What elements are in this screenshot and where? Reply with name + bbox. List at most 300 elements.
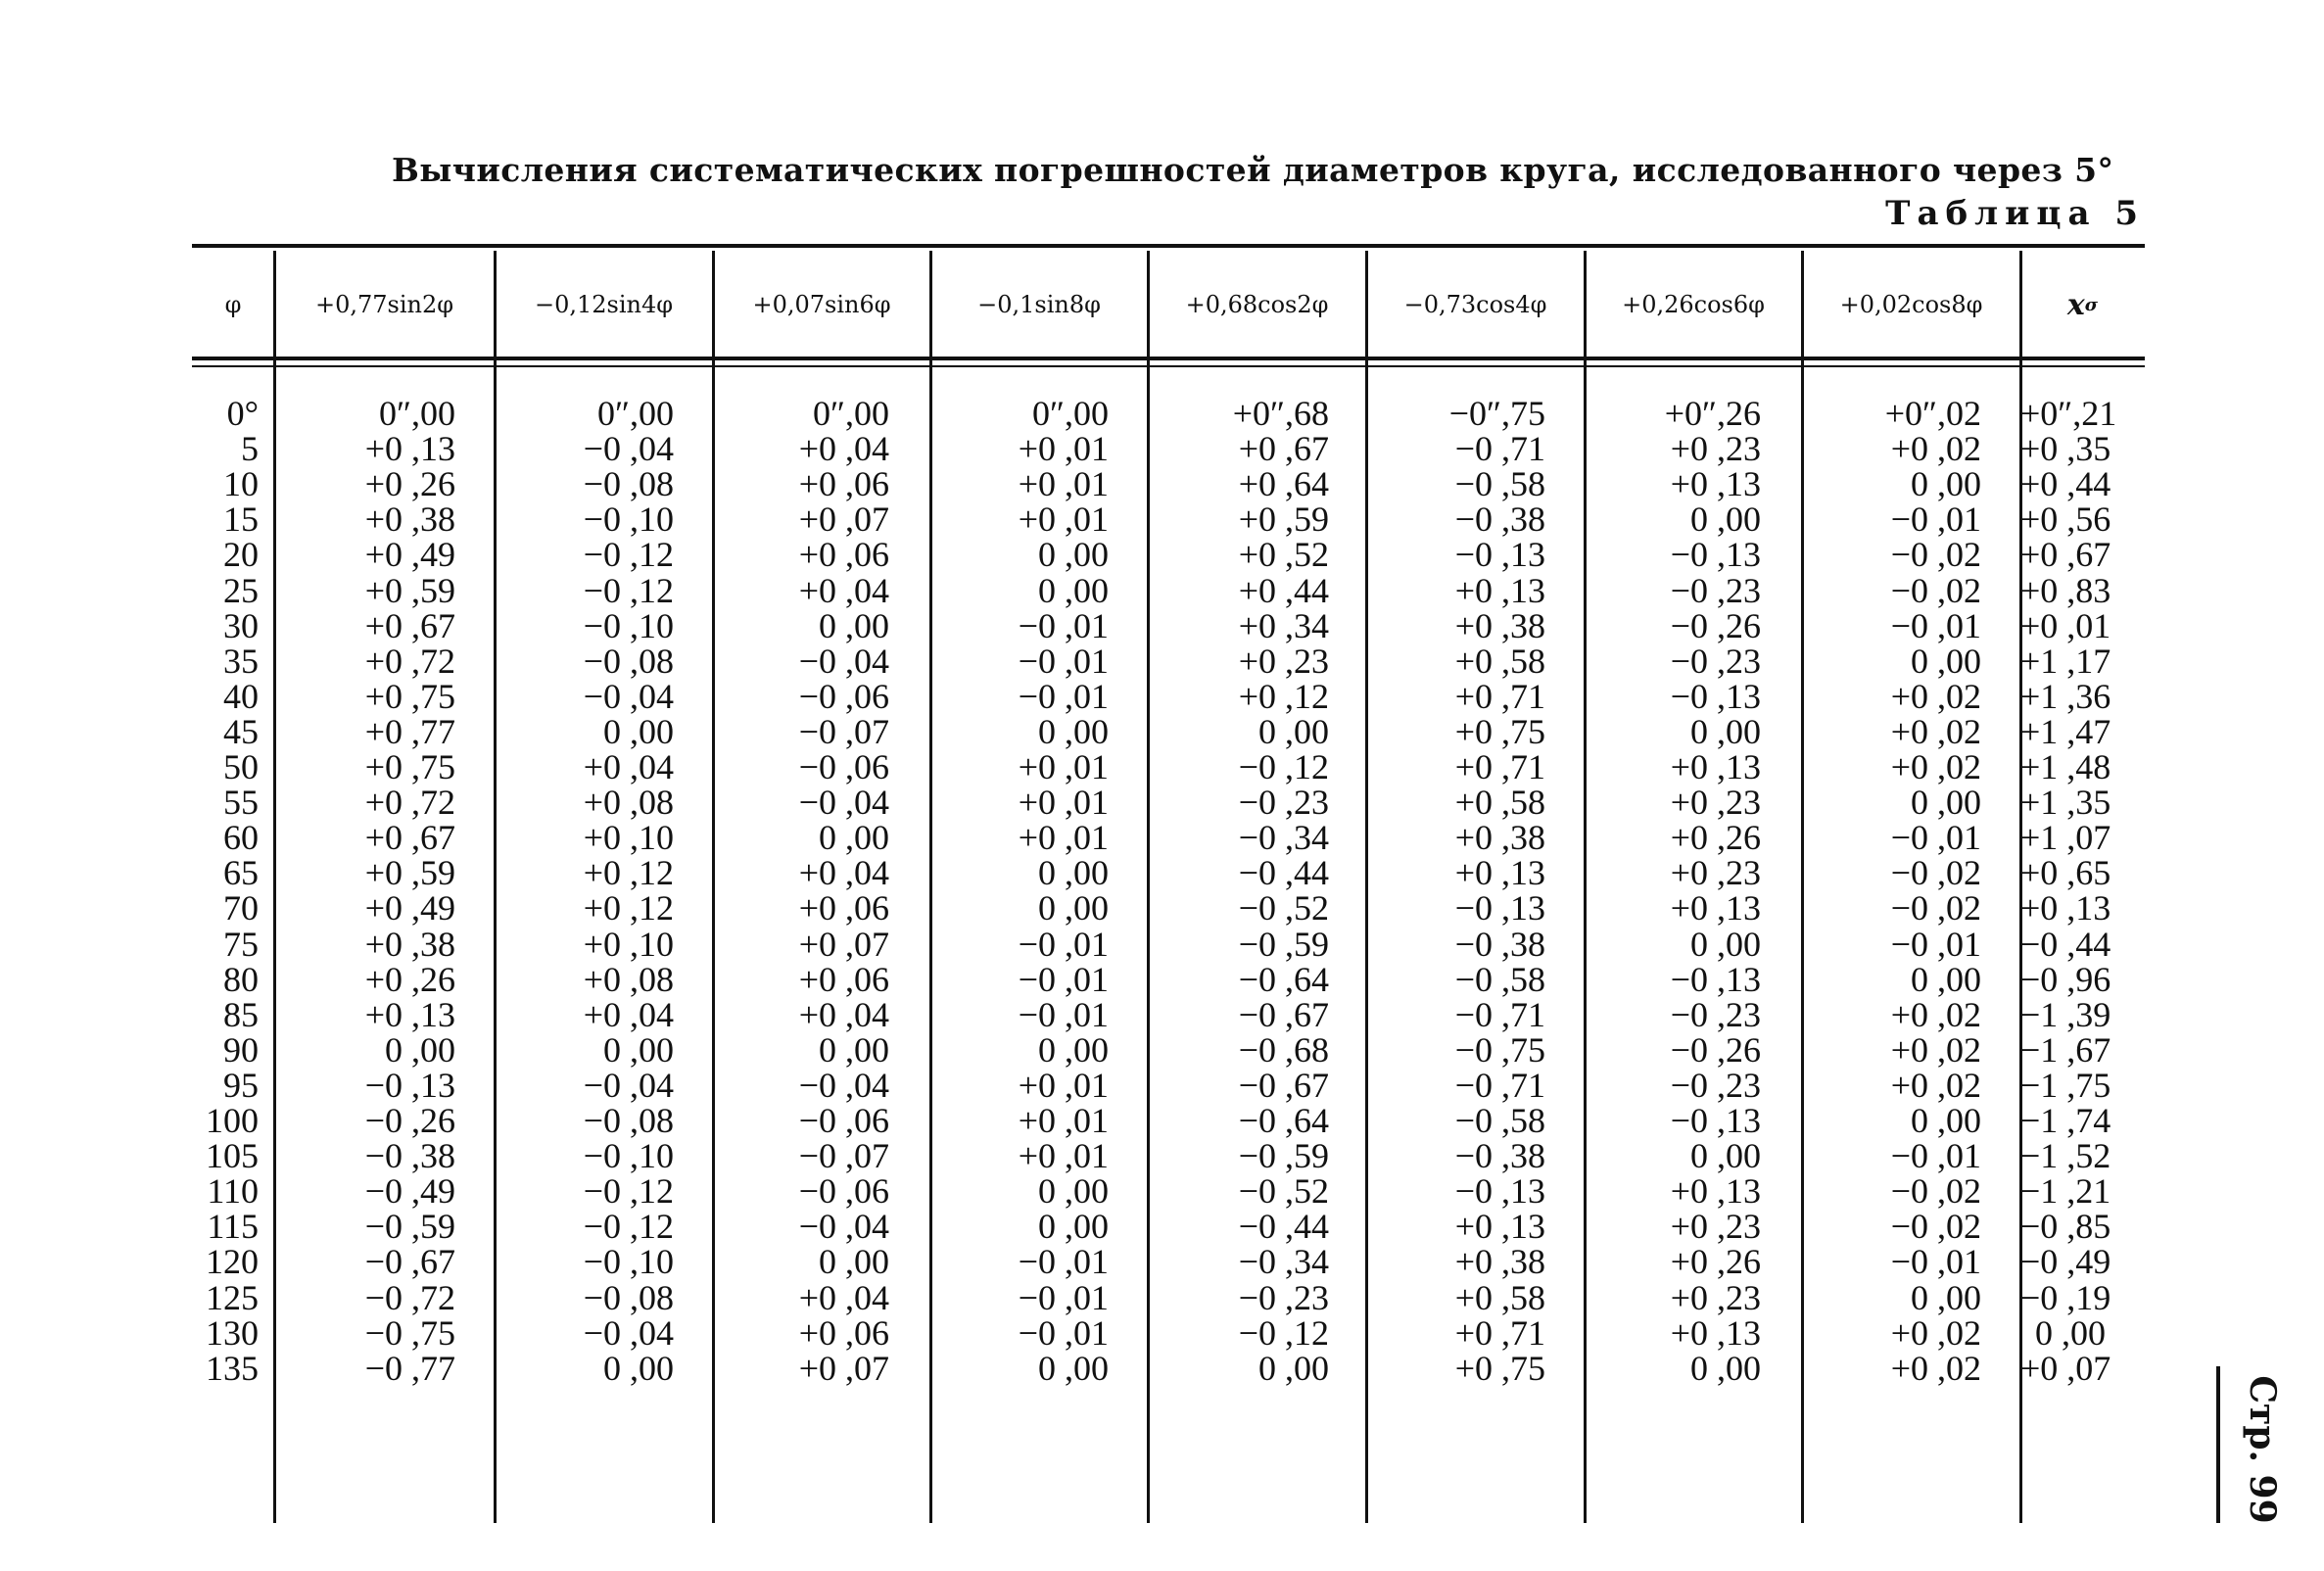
angle-cell: 20 (223, 535, 259, 575)
table-row (0, 1065, 2324, 1105)
table-cell: +0 ,02 (1890, 1065, 1981, 1105)
angle-cell: 70 (223, 888, 259, 928)
table-cell: −0 ,75 (1454, 1029, 1545, 1070)
table-cell: +0 ,49 (364, 535, 455, 575)
table-cell: +0 ,67 (2020, 535, 2111, 575)
table-cell: −0 ,13 (1454, 888, 1545, 928)
table-cell: 0″,00 (1032, 394, 1109, 433)
angle-cell: 5 (241, 429, 259, 469)
table-cell: −0 ,71 (1454, 1065, 1545, 1105)
table-cell: −0 ,13 (1670, 1101, 1761, 1140)
table-cell: −0 ,13 (1454, 1171, 1545, 1212)
table-row (0, 570, 2324, 610)
table-cell: −0 ,01 (1018, 1242, 1109, 1282)
table-cell: +1 ,35 (2020, 783, 2111, 823)
table-cell: −0″,75 (1448, 394, 1545, 433)
table-cell: +0 ,13 (1670, 1312, 1761, 1353)
column-header (495, 251, 713, 358)
angle-cell: 10 (223, 464, 259, 504)
table-cell: −0 ,23 (1238, 1277, 1329, 1317)
angle-cell: 95 (223, 1065, 259, 1105)
table-cell: +0 ,59 (364, 570, 455, 610)
table-cell: −0 ,02 (1890, 570, 1981, 610)
table-row (0, 429, 2324, 469)
column-header (1585, 251, 1802, 358)
angle-cell: 25 (223, 570, 259, 610)
table-cell: +0 ,13 (2020, 888, 2111, 928)
table-cell: 0 ,00 (819, 818, 889, 858)
table-cell: +0 ,65 (2020, 853, 2111, 893)
table-cell: +0 ,13 (1670, 888, 1761, 928)
table-cell: −0 ,58 (1454, 959, 1545, 999)
column-header (1148, 251, 1366, 358)
table-cell: +0 ,75 (364, 747, 455, 786)
table-row (0, 783, 2324, 823)
table-cell: −1 ,67 (2020, 1029, 2111, 1070)
table-cell: −1 ,74 (2020, 1101, 2111, 1140)
table-cell: +0 ,07 (798, 924, 889, 964)
table-cell: −0 ,19 (2020, 1277, 2111, 1317)
table-cell: 0 ,00 (1038, 535, 1109, 575)
table-cell: −0 ,04 (583, 429, 674, 469)
table-cell: +0 ,75 (1454, 1348, 1545, 1388)
angle-cell: 100 (206, 1101, 259, 1140)
table-cell: +0 ,01 (1018, 464, 1109, 504)
table-cell: +0 ,44 (1238, 570, 1329, 610)
table-cell: −0 ,64 (1238, 959, 1329, 999)
table-cell: 0 ,00 (1038, 1171, 1109, 1212)
table-cell: +0 ,23 (1238, 641, 1329, 681)
table-cell: +0 ,06 (798, 959, 889, 999)
table-cell: +0 ,04 (798, 570, 889, 610)
table-row (0, 1029, 2324, 1070)
table-cell: +0 ,04 (798, 994, 889, 1034)
table-cell: −0 ,02 (1890, 888, 1981, 928)
table-cell: −0 ,13 (1454, 535, 1545, 575)
table-cell: 0 ,00 (603, 711, 674, 751)
column-header-text: φ (224, 291, 242, 318)
table-cell: 0 ,00 (1258, 1348, 1329, 1388)
table-cell: −0 ,38 (1454, 1136, 1545, 1176)
table-cell: +0 ,04 (798, 1277, 889, 1317)
table-cell: +0 ,83 (2020, 570, 2111, 610)
table-cell: 0 ,00 (2035, 1312, 2106, 1353)
table-cell: 0 ,00 (603, 1348, 674, 1388)
table-cell: +0 ,72 (364, 641, 455, 681)
angle-cell: 135 (206, 1348, 259, 1388)
table-cell: 0 ,00 (1911, 1277, 1981, 1317)
column-header-text: −0,12sin4φ (534, 291, 674, 318)
table-cell: −0 ,01 (1890, 818, 1981, 858)
table-cell: −0 ,23 (1670, 570, 1761, 610)
angle-cell: 125 (206, 1277, 259, 1317)
table-cell: 0 ,00 (1911, 1101, 1981, 1140)
table-cell: −0 ,01 (1890, 1136, 1981, 1176)
table-cell: 0 ,00 (1690, 924, 1761, 964)
table-cell: −1 ,21 (2020, 1171, 2111, 1212)
header-bottom-rule-second (192, 365, 2145, 367)
table-cell: +0 ,04 (583, 747, 674, 786)
table-cell: +0 ,56 (2020, 500, 2111, 540)
table-cell: −0 ,59 (364, 1207, 455, 1247)
angle-cell: 105 (206, 1136, 259, 1176)
table-row (0, 1171, 2324, 1212)
table-row (0, 1103, 2324, 1138)
table-cell: −0 ,12 (583, 1171, 674, 1212)
table-cell: +0 ,06 (798, 1312, 889, 1353)
column-header (274, 251, 495, 358)
table-cell: −0 ,08 (583, 464, 674, 504)
angle-cell: 0° (226, 394, 259, 433)
table-cell: −0 ,06 (798, 676, 889, 716)
table-cell: +0 ,12 (1238, 676, 1329, 716)
table-cell: −0 ,12 (1238, 1312, 1329, 1353)
table-cell: −0 ,64 (1238, 1101, 1329, 1140)
table-cell: −0 ,08 (583, 1277, 674, 1317)
table-cell: 0 ,00 (1911, 959, 1981, 999)
table-cell: +0 ,07 (798, 1348, 889, 1388)
angle-cell: 55 (223, 783, 259, 823)
table-row (0, 959, 2324, 999)
column-header-text: +0,26cos6φ (1622, 291, 1765, 318)
table-cell: +0 ,77 (364, 711, 455, 751)
table-cell: −0 ,23 (1670, 1065, 1761, 1105)
table-cell: 0 ,00 (385, 1029, 455, 1070)
table-cell: +0 ,06 (798, 888, 889, 928)
table-cell: +0 ,26 (1670, 1242, 1761, 1282)
table-cell: −0 ,01 (1018, 959, 1109, 999)
table-cell: −0 ,06 (798, 1101, 889, 1140)
table-cell: −0 ,01 (1018, 1312, 1109, 1353)
table-cell: +0 ,13 (1454, 570, 1545, 610)
table-cell: −0 ,10 (583, 605, 674, 645)
table-cell: 0 ,00 (1690, 500, 1761, 540)
table-cell: −0 ,08 (583, 641, 674, 681)
table-cell: −0 ,01 (1890, 1242, 1981, 1282)
table-cell: −0 ,23 (1670, 994, 1761, 1034)
column-header-text: +0,77sin2φ (314, 291, 454, 318)
table-cell: −0 ,44 (1238, 1207, 1329, 1247)
table-cell: +0 ,71 (1454, 747, 1545, 786)
table-cell: +0 ,01 (1018, 1136, 1109, 1176)
column-header (192, 251, 274, 358)
angle-cell: 80 (223, 959, 259, 999)
table-cell: −0 ,01 (1890, 924, 1981, 964)
table-cell: −0 ,67 (1238, 994, 1329, 1034)
table-cell: +0 ,02 (1890, 429, 1981, 469)
table-cell: +0 ,64 (1238, 464, 1329, 504)
table-cell: +0 ,71 (1454, 676, 1545, 716)
table-cell: −0 ,04 (798, 641, 889, 681)
table-cell: 0 ,00 (1038, 1029, 1109, 1070)
table-row (0, 924, 2324, 964)
table-cell: 0″,00 (813, 394, 889, 433)
table-cell: −0 ,02 (1890, 535, 1981, 575)
table-cell: +0 ,01 (1018, 747, 1109, 786)
table-cell: +0 ,67 (364, 605, 455, 645)
table-cell: −0 ,77 (364, 1348, 455, 1388)
page-number-bar (2216, 1366, 2220, 1523)
table-cell: −1 ,52 (2020, 1136, 2111, 1176)
table-cell: +0 ,12 (583, 888, 674, 928)
table-cell: −0 ,44 (2020, 924, 2111, 964)
table-cell: −0 ,58 (1454, 464, 1545, 504)
table-cell: +0 ,10 (583, 818, 674, 858)
angle-cell: 130 (206, 1312, 259, 1353)
table-cell: +0 ,01 (1018, 783, 1109, 823)
table-cell: +0 ,58 (1454, 641, 1545, 681)
table-cell: −0 ,04 (798, 1207, 889, 1247)
table-cell: −1 ,39 (2020, 994, 2111, 1034)
table-cell: −0 ,26 (1670, 1029, 1761, 1070)
column-header (1802, 251, 2020, 358)
table-cell: −0 ,23 (1238, 783, 1329, 823)
table-cell: +0 ,13 (1454, 853, 1545, 893)
table-cell: +0 ,13 (1670, 1171, 1761, 1212)
table-cell: +0 ,02 (1890, 711, 1981, 751)
table-cell: +0 ,02 (1890, 1348, 1981, 1388)
table-cell: +0 ,04 (798, 429, 889, 469)
table-row (0, 818, 2324, 858)
table-row (0, 749, 2324, 785)
table-cell: +0 ,23 (1670, 853, 1761, 893)
table-cell: 0 ,00 (1911, 641, 1981, 681)
table-cell: +1 ,07 (2020, 818, 2111, 858)
table-cell: −0 ,12 (1238, 747, 1329, 786)
table-cell: +0 ,38 (1454, 818, 1545, 858)
table-cell: −0 ,49 (2020, 1242, 2111, 1282)
table-cell: +0 ,44 (2020, 464, 2111, 504)
table-cell: −0 ,13 (1670, 959, 1761, 999)
table-cell: +0 ,13 (364, 429, 455, 469)
table-cell: +0 ,01 (1018, 429, 1109, 469)
table-row (0, 1136, 2324, 1176)
table-cell: +0″,21 (2020, 394, 2117, 433)
table-cell: +0 ,02 (1890, 994, 1981, 1034)
table-cell: +0 ,59 (364, 853, 455, 893)
table-cell: +0 ,07 (798, 500, 889, 540)
table-cell: +0 ,67 (1238, 429, 1329, 469)
table-row (0, 994, 2324, 1034)
table-cell: −0 ,04 (583, 1312, 674, 1353)
table-cell: −0 ,02 (1890, 853, 1981, 893)
column-header-subscript: σ (2084, 294, 2099, 315)
table-cell: −0 ,26 (1670, 605, 1761, 645)
angle-cell: 115 (207, 1207, 259, 1247)
table-cell: −0 ,49 (364, 1171, 455, 1212)
table-cell: +0 ,58 (1454, 1277, 1545, 1317)
table-row (0, 643, 2324, 679)
table-cell: 0 ,00 (819, 605, 889, 645)
table-cell: +0 ,06 (798, 464, 889, 504)
table-cell: +0 ,23 (1670, 1277, 1761, 1317)
table-cell: +0″,26 (1664, 394, 1761, 433)
table-cell: +0 ,72 (364, 783, 455, 823)
angle-cell: 15 (223, 500, 259, 540)
table-row (0, 1312, 2324, 1353)
table-cell: +0 ,01 (1018, 1101, 1109, 1140)
table-row (0, 1207, 2324, 1247)
table-cell: +0 ,71 (1454, 1312, 1545, 1353)
table-cell: −0 ,01 (1018, 994, 1109, 1034)
table-cell: −0 ,06 (798, 1171, 889, 1212)
table-cell: 0 ,00 (1038, 711, 1109, 751)
column-header-text: x (2066, 287, 2085, 322)
table-cell: 0 ,00 (1038, 1207, 1109, 1247)
column-header (713, 251, 930, 358)
column-header (1366, 251, 1585, 358)
angle-cell: 35 (223, 641, 259, 681)
table-cell: −0 ,59 (1238, 1136, 1329, 1176)
table-cell: −0 ,34 (1238, 818, 1329, 858)
table-cell: +0″,02 (1884, 394, 1981, 433)
table-row (0, 853, 2324, 893)
table-cell: +0 ,67 (364, 818, 455, 858)
table-cell: −0 ,38 (364, 1136, 455, 1176)
table-cell: 0 ,00 (1258, 711, 1329, 751)
table-cell: 0 ,00 (1038, 570, 1109, 610)
table-cell: +0 ,02 (1890, 676, 1981, 716)
column-header-text: +0,68cos2φ (1185, 291, 1329, 318)
table-cell: −0 ,01 (1018, 641, 1109, 681)
column-header (2020, 251, 2145, 358)
table-cell: −0 ,01 (1018, 605, 1109, 645)
table-cell: +0 ,01 (1018, 1065, 1109, 1105)
angle-cell: 90 (223, 1029, 259, 1070)
table-cell: −0 ,38 (1454, 924, 1545, 964)
table-cell: +0 ,26 (364, 464, 455, 504)
table-cell: −0 ,75 (364, 1312, 455, 1353)
table-cell: −0 ,07 (798, 1136, 889, 1176)
column-header-text: +0,07sin6φ (752, 291, 891, 318)
table-cell: −0 ,10 (583, 500, 674, 540)
table-cell: −0 ,12 (583, 570, 674, 610)
table-cell: +0 ,75 (1454, 711, 1545, 751)
table-cell: −0 ,13 (1670, 676, 1761, 716)
table-cell: +0 ,23 (1670, 1207, 1761, 1247)
table-cell: +0 ,06 (798, 535, 889, 575)
table-cell: +0 ,38 (1454, 605, 1545, 645)
table-cell: 0 ,00 (1690, 711, 1761, 751)
table-cell: +0 ,75 (364, 676, 455, 716)
table-cell: −0 ,26 (364, 1101, 455, 1140)
table-row (0, 500, 2324, 540)
table-cell: 0″,00 (379, 394, 455, 433)
table-cell: −0 ,02 (1890, 1171, 1981, 1212)
table-cell: −0 ,08 (583, 1101, 674, 1140)
table-cell: −0 ,38 (1454, 500, 1545, 540)
table-cell: −0 ,10 (583, 1136, 674, 1176)
table-cell: −0 ,13 (364, 1065, 455, 1105)
table-cell: −0 ,12 (583, 1207, 674, 1247)
table-cell: −0 ,01 (1018, 924, 1109, 964)
table-cell: +1 ,17 (2020, 641, 2111, 681)
column-header-text: −0,73cos4φ (1403, 291, 1547, 318)
table-label: Таблица 5 (1885, 194, 2145, 233)
table-cell: +0 ,01 (1018, 500, 1109, 540)
table-cell: +0 ,34 (1238, 605, 1329, 645)
table-row (0, 1277, 2324, 1317)
angle-cell: 65 (223, 853, 259, 893)
table-cell: +0 ,13 (1454, 1207, 1545, 1247)
table-cell: 0 ,00 (1690, 1348, 1761, 1388)
page-number-text: Стр. 99 (2242, 1375, 2283, 1524)
table-cell: 0 ,00 (819, 1242, 889, 1282)
table-row (0, 464, 2324, 504)
table-row (0, 396, 2324, 431)
angle-cell: 50 (223, 747, 259, 786)
table-row (0, 711, 2324, 751)
table-cell: +1 ,48 (2020, 747, 2111, 786)
table-cell: +0 ,01 (2020, 605, 2111, 645)
table-cell: +0 ,07 (2020, 1348, 2111, 1388)
table-cell: −0 ,04 (798, 1065, 889, 1105)
table-cell: −0 ,10 (583, 1242, 674, 1282)
table-cell: −0 ,01 (1018, 676, 1109, 716)
column-header-text: −0,1sin8φ (977, 291, 1101, 318)
table-cell: +0 ,02 (1890, 1312, 1981, 1353)
table-cell: +0 ,26 (364, 959, 455, 999)
table-cell: −0 ,02 (1890, 1207, 1981, 1247)
table-cell: −0 ,44 (1238, 853, 1329, 893)
table-cell: +0 ,23 (1670, 783, 1761, 823)
table-cell: −0 ,04 (798, 783, 889, 823)
table-row (0, 1348, 2324, 1388)
table-cell: 0 ,00 (1038, 888, 1109, 928)
table-cell: +0 ,38 (1454, 1242, 1545, 1282)
table-cell: 0 ,00 (819, 1029, 889, 1070)
table-row (0, 1242, 2324, 1282)
table-cell: −0 ,52 (1238, 1171, 1329, 1212)
table-row (0, 535, 2324, 575)
angle-cell: 120 (206, 1242, 259, 1282)
angle-cell: 85 (223, 994, 259, 1034)
table-top-rule (192, 244, 2145, 248)
table-cell: 0 ,00 (603, 1029, 674, 1070)
page-title: Вычисления систематических погрешностей диаметров круга, исследованного через 5° (392, 151, 2114, 189)
table-cell: −0 ,01 (1018, 1277, 1109, 1317)
angle-cell: 60 (223, 818, 259, 858)
table-cell: 0 ,00 (1911, 464, 1981, 504)
table-cell: −0 ,96 (2020, 959, 2111, 999)
angle-cell: 45 (223, 711, 259, 751)
column-header-text: +0,02cos8φ (1839, 291, 1983, 318)
table-row (0, 676, 2324, 716)
table-cell: −0 ,58 (1454, 1101, 1545, 1140)
table-cell: −0 ,23 (1670, 641, 1761, 681)
table-cell: −0 ,01 (1890, 605, 1981, 645)
table-cell: +0 ,26 (1670, 818, 1761, 858)
table-cell: −0 ,01 (1890, 500, 1981, 540)
angle-cell: 110 (207, 1171, 259, 1212)
table-cell: −0 ,34 (1238, 1242, 1329, 1282)
table-cell: −0 ,67 (364, 1242, 455, 1282)
table-cell: −0 ,67 (1238, 1065, 1329, 1105)
table-cell: +0 ,12 (583, 853, 674, 893)
page-number (2233, 1371, 2292, 1528)
table-cell: 0 ,00 (1911, 783, 1981, 823)
table-cell: −0 ,04 (583, 676, 674, 716)
column-header (930, 251, 1148, 358)
table-cell: 0 ,00 (1690, 1136, 1761, 1176)
table-cell: +0 ,13 (1670, 464, 1761, 504)
table-cell: 0 ,00 (1038, 853, 1109, 893)
table-cell: 0″,00 (597, 394, 674, 433)
table-cell: −0 ,72 (364, 1277, 455, 1317)
angle-cell: 30 (223, 605, 259, 645)
table-cell: −0 ,71 (1454, 429, 1545, 469)
angle-cell: 75 (223, 924, 259, 964)
